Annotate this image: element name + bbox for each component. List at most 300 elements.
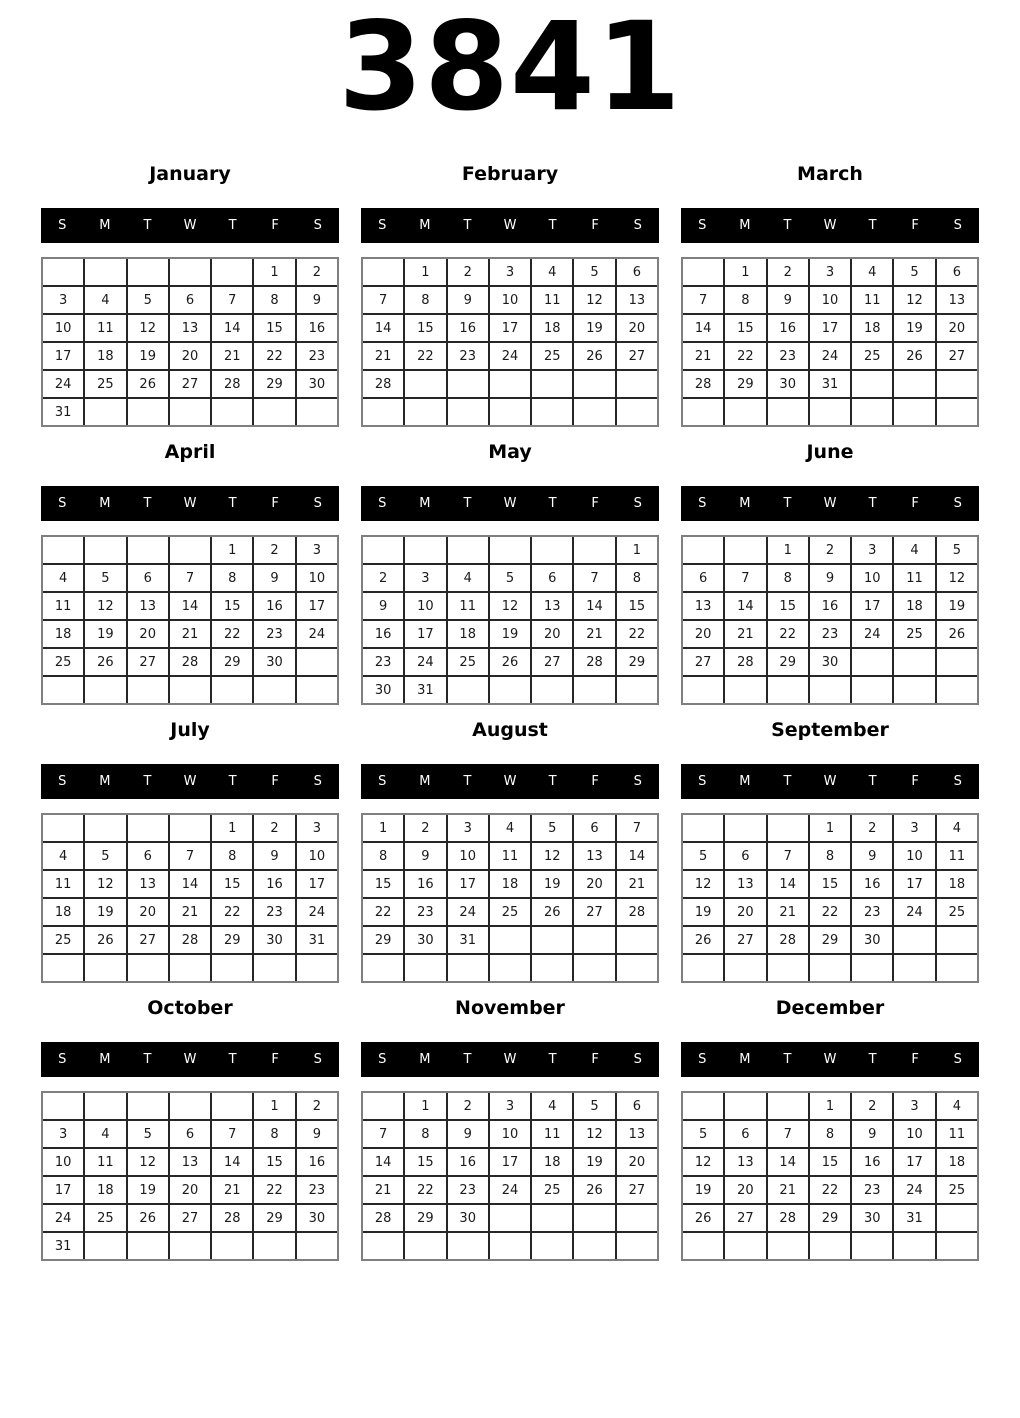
weekday-label: W xyxy=(503,218,517,233)
month-october xyxy=(41,984,339,1262)
empty-day-cell xyxy=(852,371,892,397)
day-cell: 10 xyxy=(448,843,488,869)
weekday-label: M xyxy=(739,774,751,789)
day-cell: 28 xyxy=(363,1205,403,1231)
empty-day-cell xyxy=(405,537,445,563)
day-cell: 23 xyxy=(448,1177,488,1203)
month-days-grid xyxy=(41,257,339,427)
day-cell: 29 xyxy=(212,649,252,675)
empty-day-cell xyxy=(405,955,445,981)
day-cell: 14 xyxy=(768,871,808,897)
day-cell: 22 xyxy=(810,899,850,925)
day-cell: 16 xyxy=(448,315,488,341)
empty-day-cell xyxy=(490,537,530,563)
day-cell: 4 xyxy=(852,259,892,285)
day-cell: 26 xyxy=(574,343,614,369)
day-cell: 22 xyxy=(254,343,294,369)
day-cell: 16 xyxy=(363,621,403,647)
empty-day-cell xyxy=(768,399,808,425)
day-cell: 4 xyxy=(43,565,83,591)
day-cell: 19 xyxy=(85,621,125,647)
weekday-label: T xyxy=(868,496,877,511)
day-cell: 10 xyxy=(297,843,337,869)
day-cell: 9 xyxy=(448,1121,488,1147)
weekday-label: T xyxy=(143,218,152,233)
day-cell: 9 xyxy=(810,565,850,591)
day-cell: 2 xyxy=(363,565,403,591)
weekday-label: S xyxy=(633,218,642,233)
weekday-label: W xyxy=(183,774,197,789)
weekday-label: F xyxy=(591,774,599,789)
day-cell: 21 xyxy=(683,343,723,369)
empty-day-cell xyxy=(617,399,657,425)
weekday-label: T xyxy=(783,1052,792,1067)
empty-day-cell xyxy=(363,1233,403,1259)
day-cell: 17 xyxy=(894,871,934,897)
day-cell: 28 xyxy=(212,1205,252,1231)
day-cell: 1 xyxy=(405,259,445,285)
day-cell: 6 xyxy=(937,259,977,285)
empty-day-cell xyxy=(254,677,294,703)
day-cell: 4 xyxy=(532,259,572,285)
day-cell: 25 xyxy=(894,621,934,647)
month-days-grid xyxy=(41,535,339,705)
day-cell: 24 xyxy=(448,899,488,925)
empty-day-cell xyxy=(532,955,572,981)
weekday-header-row xyxy=(41,486,339,521)
empty-day-cell xyxy=(128,1233,168,1259)
day-cell: 18 xyxy=(43,621,83,647)
empty-day-cell xyxy=(894,1233,934,1259)
empty-day-cell xyxy=(297,955,337,981)
weekday-label: F xyxy=(591,218,599,233)
empty-day-cell xyxy=(212,1093,252,1119)
day-cell: 6 xyxy=(617,259,657,285)
month-days-grid xyxy=(361,813,659,983)
day-cell: 1 xyxy=(617,537,657,563)
day-cell: 1 xyxy=(810,1093,850,1119)
empty-day-cell xyxy=(490,1233,530,1259)
empty-day-cell xyxy=(937,677,977,703)
day-cell: 18 xyxy=(448,621,488,647)
day-cell: 11 xyxy=(43,593,83,619)
day-cell: 30 xyxy=(363,677,403,703)
empty-day-cell xyxy=(683,1093,723,1119)
empty-day-cell xyxy=(448,537,488,563)
day-cell: 12 xyxy=(574,287,614,313)
day-cell: 12 xyxy=(683,871,723,897)
day-cell: 5 xyxy=(128,1121,168,1147)
weekday-header-row xyxy=(681,1042,979,1077)
day-cell: 26 xyxy=(532,899,572,925)
day-cell: 18 xyxy=(852,315,892,341)
day-cell: 15 xyxy=(254,1149,294,1175)
empty-day-cell xyxy=(532,399,572,425)
weekday-header-row xyxy=(41,208,339,243)
day-cell: 7 xyxy=(363,1121,403,1147)
day-cell: 28 xyxy=(725,649,765,675)
day-cell: 24 xyxy=(43,1205,83,1231)
empty-day-cell xyxy=(810,1233,850,1259)
day-cell: 30 xyxy=(254,927,294,953)
day-cell: 24 xyxy=(297,621,337,647)
empty-day-cell xyxy=(128,1093,168,1119)
day-cell: 2 xyxy=(852,815,892,841)
empty-day-cell xyxy=(363,259,403,285)
day-cell: 6 xyxy=(725,1121,765,1147)
day-cell: 26 xyxy=(128,1205,168,1231)
empty-day-cell xyxy=(574,399,614,425)
empty-day-cell xyxy=(725,1233,765,1259)
weekday-label: S xyxy=(633,774,642,789)
day-cell: 15 xyxy=(254,315,294,341)
day-cell: 3 xyxy=(852,537,892,563)
empty-day-cell xyxy=(937,399,977,425)
month-march xyxy=(681,150,979,428)
day-cell: 21 xyxy=(170,621,210,647)
day-cell: 9 xyxy=(363,593,403,619)
empty-day-cell xyxy=(128,399,168,425)
empty-day-cell xyxy=(937,927,977,953)
empty-day-cell xyxy=(725,1093,765,1119)
day-cell: 12 xyxy=(85,871,125,897)
day-cell: 17 xyxy=(810,315,850,341)
day-cell: 11 xyxy=(937,1121,977,1147)
day-cell: 8 xyxy=(810,843,850,869)
empty-day-cell xyxy=(532,677,572,703)
empty-day-cell xyxy=(448,955,488,981)
day-cell: 28 xyxy=(170,927,210,953)
day-cell: 23 xyxy=(363,649,403,675)
day-cell: 14 xyxy=(170,593,210,619)
day-cell: 3 xyxy=(297,815,337,841)
day-cell: 20 xyxy=(617,315,657,341)
day-cell: 13 xyxy=(725,871,765,897)
day-cell: 8 xyxy=(254,287,294,313)
day-cell: 11 xyxy=(448,593,488,619)
day-cell: 4 xyxy=(937,815,977,841)
empty-day-cell xyxy=(574,371,614,397)
empty-day-cell xyxy=(574,927,614,953)
month-june xyxy=(681,428,979,706)
day-cell: 12 xyxy=(532,843,572,869)
weekday-label: T xyxy=(548,218,557,233)
day-cell: 7 xyxy=(574,565,614,591)
empty-day-cell xyxy=(937,1233,977,1259)
empty-day-cell xyxy=(212,955,252,981)
weekday-label: W xyxy=(823,774,837,789)
weekday-label: T xyxy=(228,496,237,511)
empty-day-cell xyxy=(725,399,765,425)
day-cell: 3 xyxy=(894,1093,934,1119)
weekday-label: S xyxy=(698,1052,707,1067)
day-cell: 25 xyxy=(43,649,83,675)
day-cell: 24 xyxy=(490,1177,530,1203)
day-cell: 3 xyxy=(405,565,445,591)
empty-day-cell xyxy=(532,537,572,563)
day-cell: 19 xyxy=(128,1177,168,1203)
empty-day-cell xyxy=(725,677,765,703)
weekday-label: S xyxy=(378,774,387,789)
day-cell: 13 xyxy=(574,843,614,869)
empty-day-cell xyxy=(297,649,337,675)
day-cell: 6 xyxy=(128,843,168,869)
empty-day-cell xyxy=(170,955,210,981)
day-cell: 30 xyxy=(768,371,808,397)
day-cell: 4 xyxy=(490,815,530,841)
day-cell: 3 xyxy=(490,259,530,285)
day-cell: 29 xyxy=(725,371,765,397)
empty-day-cell xyxy=(212,1233,252,1259)
day-cell: 18 xyxy=(937,1149,977,1175)
day-cell: 5 xyxy=(532,815,572,841)
empty-day-cell xyxy=(212,399,252,425)
months-grid xyxy=(41,150,979,1262)
day-cell: 7 xyxy=(170,565,210,591)
weekday-header-row xyxy=(361,1042,659,1077)
day-cell: 16 xyxy=(405,871,445,897)
day-cell: 14 xyxy=(768,1149,808,1175)
day-cell: 22 xyxy=(212,899,252,925)
month-name: November xyxy=(455,997,565,1019)
day-cell: 20 xyxy=(725,1177,765,1203)
empty-day-cell xyxy=(683,815,723,841)
month-december xyxy=(681,984,979,1262)
empty-day-cell xyxy=(448,677,488,703)
day-cell: 13 xyxy=(532,593,572,619)
day-cell: 28 xyxy=(768,1205,808,1231)
day-cell: 2 xyxy=(768,259,808,285)
day-cell: 21 xyxy=(363,343,403,369)
empty-day-cell xyxy=(170,399,210,425)
day-cell: 12 xyxy=(128,1149,168,1175)
empty-day-cell xyxy=(170,1093,210,1119)
empty-day-cell xyxy=(894,371,934,397)
day-cell: 14 xyxy=(683,315,723,341)
empty-day-cell xyxy=(170,537,210,563)
month-name: July xyxy=(170,719,210,741)
weekday-label: T xyxy=(143,496,152,511)
weekday-label: S xyxy=(633,496,642,511)
weekday-label: T xyxy=(228,218,237,233)
day-cell: 8 xyxy=(405,287,445,313)
day-cell: 23 xyxy=(254,899,294,925)
weekday-label: T xyxy=(868,774,877,789)
day-cell: 6 xyxy=(683,565,723,591)
weekday-label: T xyxy=(548,496,557,511)
month-november xyxy=(361,984,659,1262)
day-cell: 6 xyxy=(532,565,572,591)
day-cell: 8 xyxy=(363,843,403,869)
weekday-label: F xyxy=(911,1052,919,1067)
day-cell: 26 xyxy=(683,927,723,953)
weekday-label: T xyxy=(548,1052,557,1067)
day-cell: 27 xyxy=(170,371,210,397)
day-cell: 31 xyxy=(810,371,850,397)
day-cell: 2 xyxy=(254,537,294,563)
day-cell: 15 xyxy=(725,315,765,341)
day-cell: 15 xyxy=(405,315,445,341)
day-cell: 14 xyxy=(617,843,657,869)
day-cell: 27 xyxy=(128,927,168,953)
weekday-header-row xyxy=(41,764,339,799)
month-may xyxy=(361,428,659,706)
day-cell: 24 xyxy=(894,1177,934,1203)
empty-day-cell xyxy=(43,955,83,981)
empty-day-cell xyxy=(725,955,765,981)
day-cell: 6 xyxy=(170,1121,210,1147)
day-cell: 17 xyxy=(297,593,337,619)
empty-day-cell xyxy=(212,677,252,703)
day-cell: 20 xyxy=(532,621,572,647)
day-cell: 19 xyxy=(683,899,723,925)
day-cell: 9 xyxy=(448,287,488,313)
day-cell: 29 xyxy=(254,371,294,397)
day-cell: 7 xyxy=(617,815,657,841)
day-cell: 3 xyxy=(448,815,488,841)
day-cell: 29 xyxy=(810,1205,850,1231)
day-cell: 1 xyxy=(810,815,850,841)
day-cell: 3 xyxy=(810,259,850,285)
empty-day-cell xyxy=(128,815,168,841)
day-cell: 7 xyxy=(212,287,252,313)
weekday-label: W xyxy=(823,218,837,233)
day-cell: 29 xyxy=(768,649,808,675)
weekday-label: F xyxy=(911,774,919,789)
day-cell: 13 xyxy=(937,287,977,313)
day-cell: 26 xyxy=(894,343,934,369)
day-cell: 29 xyxy=(617,649,657,675)
day-cell: 31 xyxy=(43,399,83,425)
day-cell: 16 xyxy=(448,1149,488,1175)
month-name: September xyxy=(771,719,889,741)
day-cell: 13 xyxy=(170,315,210,341)
day-cell: 16 xyxy=(254,593,294,619)
weekday-label: W xyxy=(183,218,197,233)
day-cell: 6 xyxy=(574,815,614,841)
day-cell: 27 xyxy=(937,343,977,369)
empty-day-cell xyxy=(405,1233,445,1259)
empty-day-cell xyxy=(490,677,530,703)
day-cell: 8 xyxy=(768,565,808,591)
weekday-label: T xyxy=(143,774,152,789)
day-cell: 10 xyxy=(490,1121,530,1147)
weekday-label: T xyxy=(783,774,792,789)
day-cell: 20 xyxy=(617,1149,657,1175)
empty-day-cell xyxy=(532,1233,572,1259)
day-cell: 25 xyxy=(85,371,125,397)
weekday-label: W xyxy=(503,774,517,789)
month-name: May xyxy=(488,441,532,463)
empty-day-cell xyxy=(170,259,210,285)
day-cell: 4 xyxy=(532,1093,572,1119)
day-cell: 15 xyxy=(768,593,808,619)
day-cell: 27 xyxy=(725,1205,765,1231)
weekday-label: S xyxy=(58,1052,67,1067)
day-cell: 30 xyxy=(810,649,850,675)
day-cell: 2 xyxy=(405,815,445,841)
month-days-grid xyxy=(41,813,339,983)
day-cell: 21 xyxy=(170,899,210,925)
empty-day-cell xyxy=(617,371,657,397)
weekday-header-row xyxy=(361,208,659,243)
weekday-label: T xyxy=(463,496,472,511)
day-cell: 16 xyxy=(254,871,294,897)
day-cell: 8 xyxy=(212,843,252,869)
day-cell: 21 xyxy=(725,621,765,647)
weekday-label: T xyxy=(548,774,557,789)
day-cell: 22 xyxy=(254,1177,294,1203)
day-cell: 2 xyxy=(297,259,337,285)
empty-day-cell xyxy=(768,955,808,981)
day-cell: 25 xyxy=(937,1177,977,1203)
day-cell: 4 xyxy=(43,843,83,869)
empty-day-cell xyxy=(128,677,168,703)
day-cell: 30 xyxy=(297,371,337,397)
day-cell: 17 xyxy=(448,871,488,897)
month-name: December xyxy=(775,997,885,1019)
day-cell: 16 xyxy=(297,315,337,341)
day-cell: 14 xyxy=(363,315,403,341)
day-cell: 4 xyxy=(894,537,934,563)
day-cell: 22 xyxy=(768,621,808,647)
day-cell: 12 xyxy=(85,593,125,619)
day-cell: 17 xyxy=(297,871,337,897)
day-cell: 20 xyxy=(683,621,723,647)
day-cell: 10 xyxy=(894,843,934,869)
empty-day-cell xyxy=(85,1233,125,1259)
empty-day-cell xyxy=(448,399,488,425)
day-cell: 15 xyxy=(363,871,403,897)
day-cell: 25 xyxy=(448,649,488,675)
day-cell: 20 xyxy=(128,899,168,925)
weekday-label: S xyxy=(698,496,707,511)
empty-day-cell xyxy=(43,1093,83,1119)
day-cell: 1 xyxy=(768,537,808,563)
weekday-label: S xyxy=(698,774,707,789)
day-cell: 26 xyxy=(683,1205,723,1231)
day-cell: 6 xyxy=(725,843,765,869)
day-cell: 27 xyxy=(532,649,572,675)
day-cell: 20 xyxy=(128,621,168,647)
day-cell: 15 xyxy=(810,1149,850,1175)
empty-day-cell xyxy=(852,1233,892,1259)
day-cell: 3 xyxy=(894,815,934,841)
day-cell: 27 xyxy=(170,1205,210,1231)
day-cell: 2 xyxy=(852,1093,892,1119)
day-cell: 17 xyxy=(894,1149,934,1175)
empty-day-cell xyxy=(810,399,850,425)
weekday-label: M xyxy=(99,1052,111,1067)
weekday-label: S xyxy=(58,774,67,789)
day-cell: 1 xyxy=(725,259,765,285)
day-cell: 9 xyxy=(254,565,294,591)
day-cell: 16 xyxy=(810,593,850,619)
empty-day-cell xyxy=(405,399,445,425)
empty-day-cell xyxy=(894,677,934,703)
month-january xyxy=(41,150,339,428)
day-cell: 26 xyxy=(937,621,977,647)
weekday-label: S xyxy=(58,218,67,233)
empty-day-cell xyxy=(128,259,168,285)
empty-day-cell xyxy=(937,955,977,981)
day-cell: 5 xyxy=(490,565,530,591)
day-cell: 18 xyxy=(490,871,530,897)
day-cell: 5 xyxy=(683,843,723,869)
day-cell: 14 xyxy=(170,871,210,897)
weekday-label: F xyxy=(911,218,919,233)
weekday-label: T xyxy=(868,218,877,233)
